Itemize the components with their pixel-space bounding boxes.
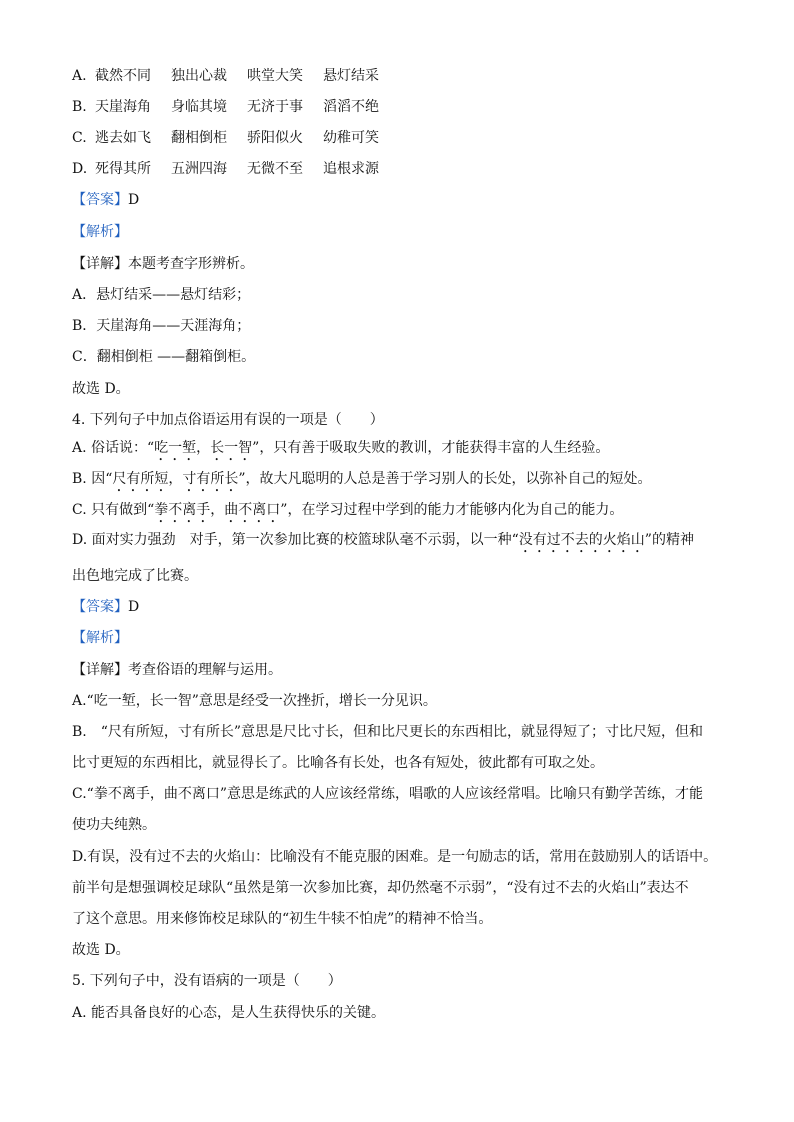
- q4-analysis-tag: 【解析】: [72, 630, 128, 646]
- q4-conclusion: 故选 D。: [72, 942, 130, 958]
- q4-explanation-b2: 比寸更短的东西相比，就显得长了。比喻各有长处，也各有短处，彼此都有可取之处。: [72, 755, 604, 771]
- option-word: 无济于事: [247, 99, 303, 115]
- q4-stem: 4. 下列句子中加点俗语运用有误的一项是（ ）: [72, 412, 384, 428]
- q4-option-b: [72, 469, 652, 495]
- q4-explanation-d3: 了这个意思。用来修饰校足球队的“初生牛犊不怕虎”的精神不恰当。: [72, 911, 493, 927]
- option-text: C. 只有做到“: [72, 502, 155, 518]
- dotted-proverb: 尺有所短，寸有所长: [112, 471, 239, 487]
- q3-fix-c: C．翻相倒柜 ——翻箱倒柜。: [72, 349, 256, 365]
- answer-value: D: [128, 192, 140, 208]
- option-word: 翻相倒柜: [171, 130, 227, 146]
- option-text: ”，在学习过程中学到的能力才能够内化为自己的能力。: [280, 502, 624, 518]
- answer-tag: 【答案】: [72, 192, 128, 208]
- q4-explanation-b1: B. “尺有所短，寸有所长”意思是尺比寸长，但和比尺更长的东西相比，就显得短了；寸比尺短，但和: [72, 724, 704, 740]
- q3-detail-line: [72, 254, 254, 274]
- option-word: 无微不至: [247, 161, 303, 177]
- detail-tag: 【详解】: [72, 256, 128, 272]
- q5-option-a: A. 能否具备良好的心态，是人生获得快乐的关键。: [72, 1005, 386, 1021]
- q4-detail-line: [72, 660, 282, 680]
- option-text: A. 俗话说：“: [72, 440, 155, 456]
- q3-conclusion: 故选 D。: [72, 381, 130, 397]
- option-word: 滔滔不绝: [323, 99, 379, 115]
- detail-text: 本题考查字形辨析。: [128, 256, 254, 272]
- q3-fix-b: B．天崖海角——天涯海角；: [72, 318, 251, 334]
- option-text: ”，故大凡聪明的人总是善于学习别人的长处，以弥补自己的短处。: [238, 471, 652, 487]
- option-word: 逃去如飞: [95, 130, 151, 146]
- option-text: ”的精神: [644, 532, 694, 548]
- option-letter: A.: [72, 68, 87, 84]
- option-word: 死得其所: [95, 161, 151, 177]
- q4-explanation-c1: C.“拳不离手，曲不离口”意思是练武的人应该经常练，唱歌的人应该经常唱。比喻只有勤学苦练，才能: [72, 786, 703, 802]
- option-word: 身临其境: [171, 99, 227, 115]
- q3-analysis-tag: 【解析】: [72, 224, 128, 240]
- q4-option-a: [72, 438, 609, 464]
- option-text: B. 因“: [72, 471, 113, 487]
- option-word: 骄阳似火: [247, 130, 303, 146]
- q4-explanation-a: A.“吃一堑，长一智”意思是经受一次挫折，增长一分见识。: [72, 693, 437, 709]
- q4-answer-line: [72, 597, 139, 617]
- option-letter: B.: [72, 99, 87, 115]
- q4-explanation-c2: 使功夫纯熟。: [72, 817, 156, 833]
- detail-tag: 【详解】: [72, 662, 128, 678]
- option-word: 哄堂大笑: [247, 68, 303, 84]
- detail-text: 考查俗语的理解与运用。: [128, 662, 282, 678]
- option-word: 独出心裁: [171, 68, 227, 84]
- q4-option-d-continued: 出色地完成了比赛。: [72, 568, 198, 584]
- option-letter: D.: [72, 161, 88, 177]
- q4-option-c: [72, 500, 623, 526]
- option-word: 悬灯结采: [323, 68, 379, 84]
- dotted-proverb: 没有过不去的火焰山: [518, 532, 645, 548]
- dotted-proverb: 拳不离手，曲不离口: [154, 502, 281, 518]
- dotted-proverb: 吃一堑，长一智: [154, 440, 253, 456]
- option-word: 追根求源: [323, 161, 379, 177]
- q4-explanation-d2: 前半句是想强调校足球队“虽然是第一次参加比赛，却仍然毫不示弱”，“没有过不去的火焰山”表达不: [72, 880, 689, 896]
- option-word: 截然不同: [95, 68, 151, 84]
- option-text: ”，只有善于吸取失败的教训，才能获得丰富的人生经验。: [252, 440, 610, 456]
- answer-value: D: [128, 599, 140, 615]
- option-word: 五洲四海: [171, 161, 227, 177]
- q3-answer-line: [72, 190, 139, 210]
- option-text: D. 面对实力强劲 对手，第一次参加比赛的校篮球队毫不示弱，以一种“: [72, 532, 519, 548]
- option-word: 天崖海角: [95, 99, 151, 115]
- option-letter: C.: [72, 130, 87, 146]
- q4-option-d: [72, 530, 694, 556]
- option-word: 幼稚可笑: [323, 130, 379, 146]
- q4-explanation-d1: D.有误，没有过不去的火焰山：比喻没有不能克服的困难。是一句励志的话，常用在鼓励别人的话语中。: [72, 849, 718, 865]
- q3-fix-a: A．悬灯结采——悬灯结彩；: [72, 287, 251, 303]
- answer-tag: 【答案】: [72, 599, 128, 615]
- q5-stem: 5. 下列句子中，没有语病的一项是（ ）: [72, 973, 342, 989]
